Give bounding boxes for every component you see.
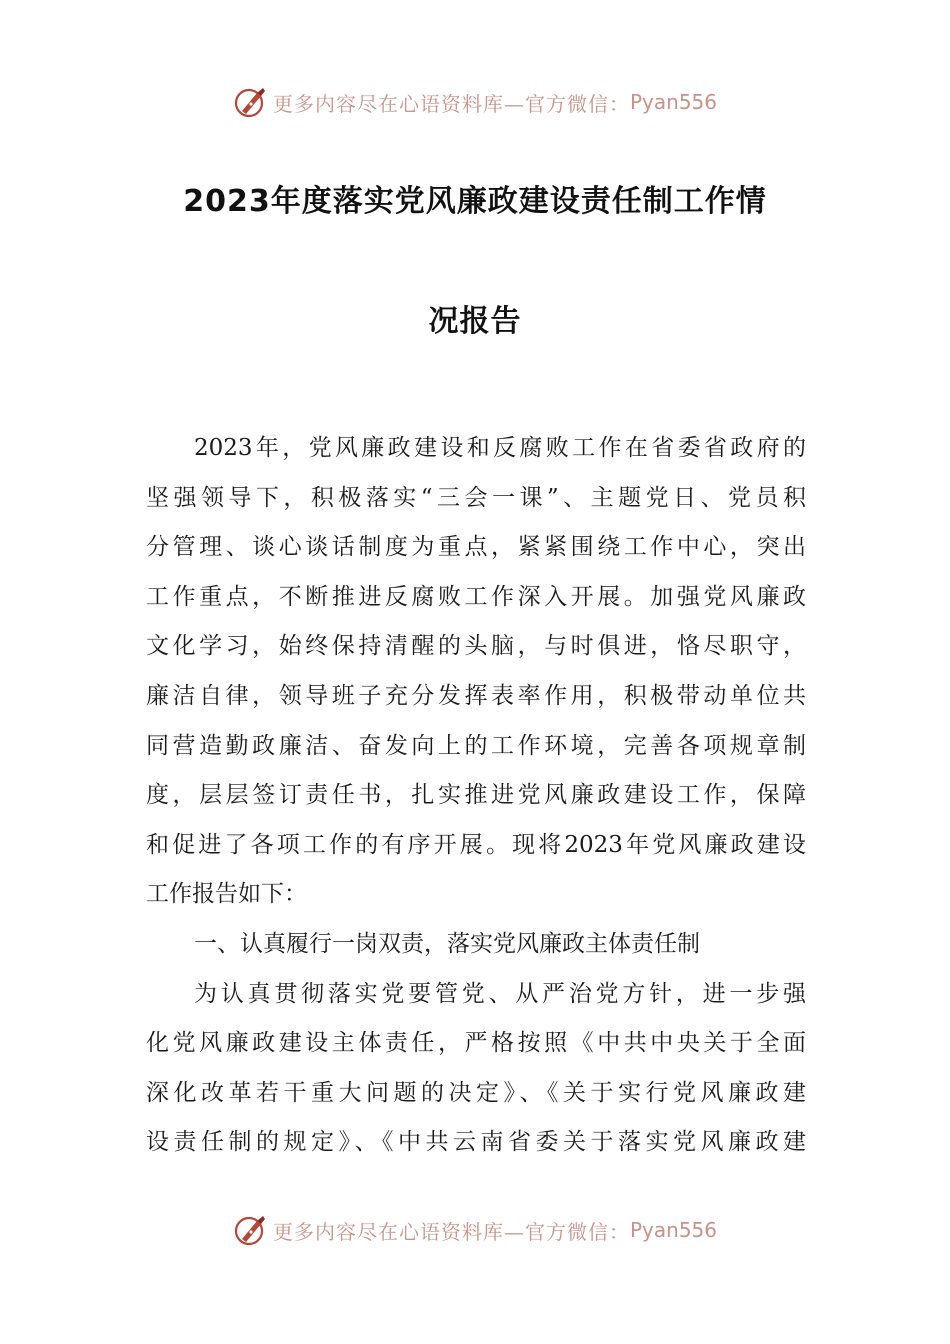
document-body <box>146 424 806 1168</box>
paragraph-line: 深化改革若干重大问题的决定》、《关于实行党风廉政建 <box>146 1079 806 1106</box>
paragraph-line: 2023年，党风廉政建设和反腐败工作在省委省政府的 <box>194 435 806 461</box>
paragraph-line: 文化学习，始终保持清醒的头脑，与时俱进，恪尽职守， <box>146 633 806 660</box>
watermark-text: 更多内容尽在心语资料库—官方微信： <box>272 91 630 116</box>
paragraph-line: 和促进了各项工作的有序开展。现将2023年党风廉政建设 <box>146 831 806 858</box>
paragraph-line: 为认真贯彻落实党要管党、从严治党方针，进一步强 <box>194 980 806 1007</box>
paragraph-line: 工作重点，不断推进反腐败工作深入开展。加强党风廉政 <box>146 583 806 610</box>
paragraph-line: 坚强领导下，积极落实“三会一课”、主题党日、党员积 <box>146 484 806 511</box>
pen-nib-circle-icon <box>233 84 269 120</box>
document-title-line-2: 况报告 <box>428 304 522 339</box>
header-watermark <box>0 82 950 122</box>
footer-watermark <box>0 1210 950 1250</box>
paragraph-line: 同营造勤政廉洁、奋发向上的工作环境，完善各项规章制 <box>146 732 806 759</box>
section-heading: 一、认真履行一岗双责，落实党风廉政主体责任制 <box>194 930 700 957</box>
paragraph-line: 工作报告如下： <box>146 881 307 908</box>
pen-nib-circle-icon <box>233 1212 269 1248</box>
paragraph-line: 廉洁自律，领导班子充分发挥表率作用，积极带动单位共 <box>146 682 806 709</box>
watermark-wechat-id: Pyan556 <box>629 90 717 114</box>
paragraph-line: 度，层层签订责任书，扎实推进党风廉政建设工作，保障 <box>146 782 806 809</box>
watermark-wechat-id: Pyan556 <box>629 1218 717 1242</box>
watermark-text: 更多内容尽在心语资料库—官方微信： <box>272 1219 630 1244</box>
document-title-line-1: 2023年度落实党风廉政建设责任制工作情 <box>183 184 767 219</box>
paragraph-line: 设责任制的规定》、《中共云南省委关于落实党风廉政建 <box>146 1129 806 1156</box>
paragraph-line: 化党风廉政建设主体责任，严格按照《中共中央关于全面 <box>146 1030 806 1057</box>
paragraph-line: 分管理、谈心谈话制度为重点，紧紧围绕工作中心，突出 <box>146 534 806 561</box>
